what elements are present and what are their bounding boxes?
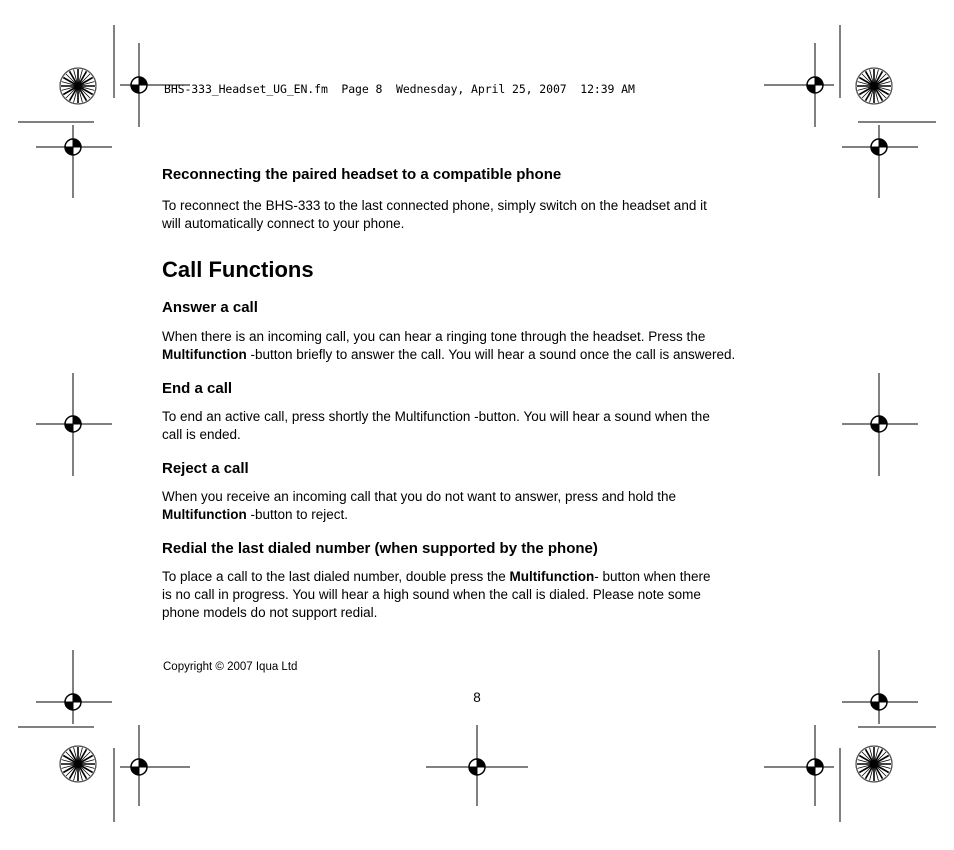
end-body	[162, 408, 782, 444]
registration-target	[842, 125, 918, 198]
registration-starburst	[60, 746, 96, 782]
registration-target	[36, 125, 112, 198]
reconnect-body	[162, 197, 782, 233]
answer-body-line	[162, 346, 782, 364]
copyright-notice: Copyright © 2007 Iqua Ltd	[163, 661, 298, 673]
registration-target	[764, 725, 834, 806]
answer-body	[162, 328, 782, 364]
reject-body-line: When you receive an incoming call that you do not want to answer, press and hold the	[162, 489, 677, 504]
end-body-line: To end an active call, press shortly the Multifunction -button. You will hear a sound when the	[162, 409, 710, 424]
registration-target	[764, 43, 834, 127]
multifunction-term: Multifunction	[509, 569, 595, 584]
multifunction-term: Multifunction	[162, 507, 247, 522]
registration-target	[842, 373, 918, 476]
file-slug-header: BHS-333_Headset_UG_EN.fm Page 8 Wednesday, April 25, 2007 12:39 AM	[164, 82, 635, 96]
page-content	[162, 164, 782, 622]
registration-target	[36, 650, 112, 724]
redial-body-line: is no call in progress. You will hear a high sound when the call is dialed. Please note some	[162, 587, 701, 602]
registration-starburst	[856, 746, 892, 782]
reject-body-rest: -button to reject.	[246, 507, 349, 522]
section-reconnect	[162, 164, 782, 186]
reject-heading: Reject a call	[162, 460, 249, 477]
registration-target	[36, 373, 112, 476]
registration-starburst	[856, 68, 892, 104]
registration-target	[842, 650, 918, 724]
registration-target	[120, 725, 190, 806]
reconnect-body-line: will automatically connect to your phone.	[162, 216, 405, 231]
answer-heading: Answer a call	[162, 299, 258, 316]
registration-starburst	[60, 68, 96, 104]
redial-body-line	[162, 568, 782, 586]
redial-body	[162, 568, 782, 622]
redial-body-line: phone models do not support redial.	[162, 605, 378, 620]
redial-body-post: - button when there	[594, 569, 711, 584]
reconnect-heading: Reconnecting the paired headset to a compatible phone	[162, 166, 562, 183]
reconnect-body-line: To reconnect the BHS-333 to the last connected phone, simply switch on the headset and it	[162, 198, 707, 213]
reject-body	[162, 488, 782, 524]
registration-target	[426, 725, 528, 806]
reject-body-line	[162, 506, 782, 524]
end-heading: End a call	[162, 380, 233, 397]
redial-heading: Redial the last dialed number (when supported by the phone)	[162, 540, 598, 557]
multifunction-term: Multifunction	[162, 347, 247, 362]
redial-body-pre: To place a call to the last dialed number, double press the	[162, 569, 510, 584]
page-number: 8	[473, 690, 481, 705]
answer-body-line: When there is an incoming call, you can hear a ringing tone through the headset. Press the	[162, 329, 706, 344]
page-title: Call Functions	[162, 257, 314, 282]
end-body-line: call is ended.	[162, 427, 241, 442]
answer-body-rest: -button briefly to answer the call. You will hear a sound once the call is answered.	[246, 347, 736, 362]
